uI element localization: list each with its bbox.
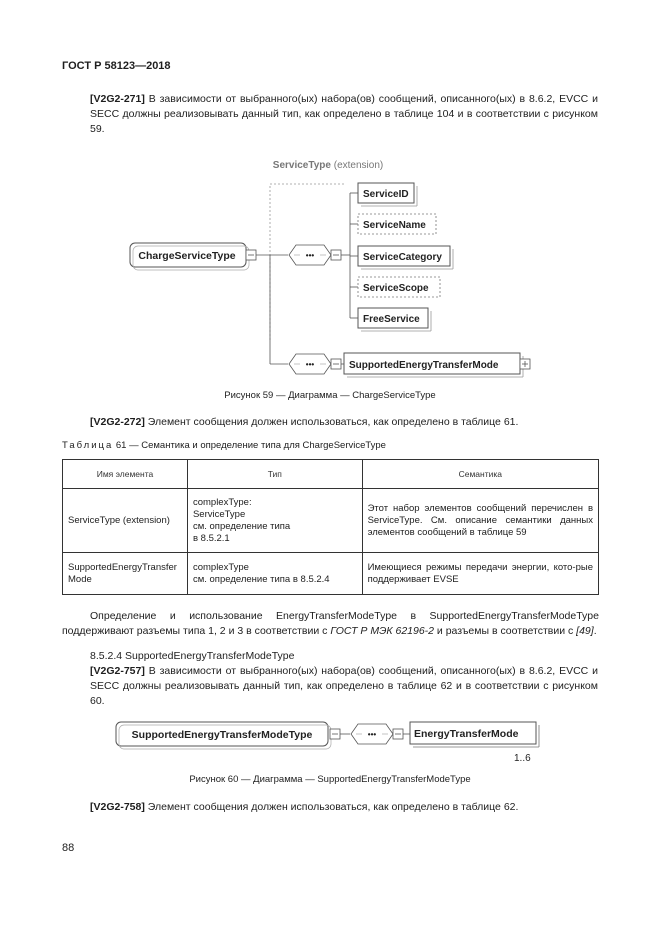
root-label: ChargeServiceType [138,250,236,262]
section-heading: 8.5.2.4 SupportedEnergyTransferModeType [90,650,295,662]
table-row [63,489,599,553]
title-ext: (extension) [330,160,384,171]
svg-text:ServiceName: ServiceName [363,220,426,231]
column-header: Семантика [362,460,598,489]
column-header: Имя элемента [63,460,188,489]
figure-59-title [273,160,383,171]
requirement-758: [V2G2-758] Элемент сообщения должен использоваться, как определено в таблице 62. [90,801,519,813]
element-service-id [358,183,417,206]
requirement-271 [90,92,598,137]
cell-name: SupportedEnergyTransfer Mode [63,553,188,595]
node-supported-energy-transfer-mode-type [116,722,340,749]
sequence-compositor-2 [289,354,331,374]
figure-59-caption: Рисунок 59 — Диаграмма — ChargeServiceType [224,390,436,401]
page-number: 88 [62,842,75,854]
requirement-272: [V2G2-272] Элемент сообщения должен использоваться, как определено в таблице 61. [90,416,519,428]
requirement-tag: [V2G2-271] [90,93,145,105]
element-supported-energy-transfer-mode [344,353,530,377]
element-service-scope [358,277,440,297]
requirement-text: В зависимости от выбранного(ых) набора(ов) сообщений, описанного(ых) в 8.6.2, EVCC и SECC должны реализовывать данный тип, как определено в таблице 104 и в соответствии с рисунком 59. [90,93,598,135]
figure-59-diagram [0,150,661,382]
cell-semantics: Имеющиеся режимы передачи энергии, кото-рые поддерживает EVSE [362,553,598,595]
svg-text:•••: ••• [367,730,377,739]
table-61-caption: Таблица 61 — Семантика и определение типа для ChargeServiceType [62,440,386,451]
node-charge-service-type [130,243,256,270]
svg-text:EnergyTransferMode: EnergyTransferMode [414,728,519,740]
cell-semantics: Этот набор элементов сообщений перечислен в ServiceType. См. описание семантики данных элементов сообщений в таблице 59 [362,489,598,553]
title-main: ServiceType [272,160,331,171]
cell-type: complexType: ServiceType см. определение типа в 8.5.2.1 [187,489,362,553]
figure-60-diagram [0,715,661,767]
svg-text:FreeService: FreeService [363,314,420,325]
element-service-category [358,246,453,269]
definition-paragraph: Определение и использование EnergyTransferModeType в SupportedEnergyTransferModeType поддерживают разъемы типа 1, 2 и 3 в соответствии с ГОСТ Р МЭК 62196-2 и разъемы в соответствии с [49]. [62,610,599,637]
table-row [63,553,599,595]
svg-text:SupportedEnergyTransferModeTyp: SupportedEnergyTransferModeType [131,729,313,741]
figure-60-caption: Рисунок 60 — Диаграмма — SupportedEnergyTransferModeType [189,774,471,785]
element-free-service [358,308,431,331]
column-header: Тип [187,460,362,489]
sequence-compositor-3 [351,724,393,744]
table-61 [62,459,599,595]
svg-text:ServiceID: ServiceID [363,189,409,200]
table-header-row [63,460,599,489]
svg-text:ServiceScope: ServiceScope [363,283,429,294]
svg-text:•••: ••• [305,360,315,369]
cell-type: complexType см. определение типа в 8.5.2.4 [187,553,362,595]
sequence-compositor-1 [289,245,331,265]
sequence-glyph: ••• [305,251,315,260]
element-energy-transfer-mode [410,722,539,764]
element-service-name [358,214,436,234]
svg-text:SupportedEnergyTransferMode: SupportedEnergyTransferMode [349,360,499,371]
requirement-757: [V2G2-757] В зависимости от выбранного(ых) набора(ов) сообщений, описанного(ых) в 8.6.2, EVCC и SECC должны реализовывать данный тип, как определено в таблице 62 и в соответствии с рисунком 60. [90,665,598,707]
multiplicity-label: 1..6 [514,753,531,764]
document-header: ГОСТ Р 58123—2018 [62,60,171,72]
svg-text:ServiceCategory: ServiceCategory [363,252,442,263]
cell-name: ServiceType (extension) [63,489,188,553]
